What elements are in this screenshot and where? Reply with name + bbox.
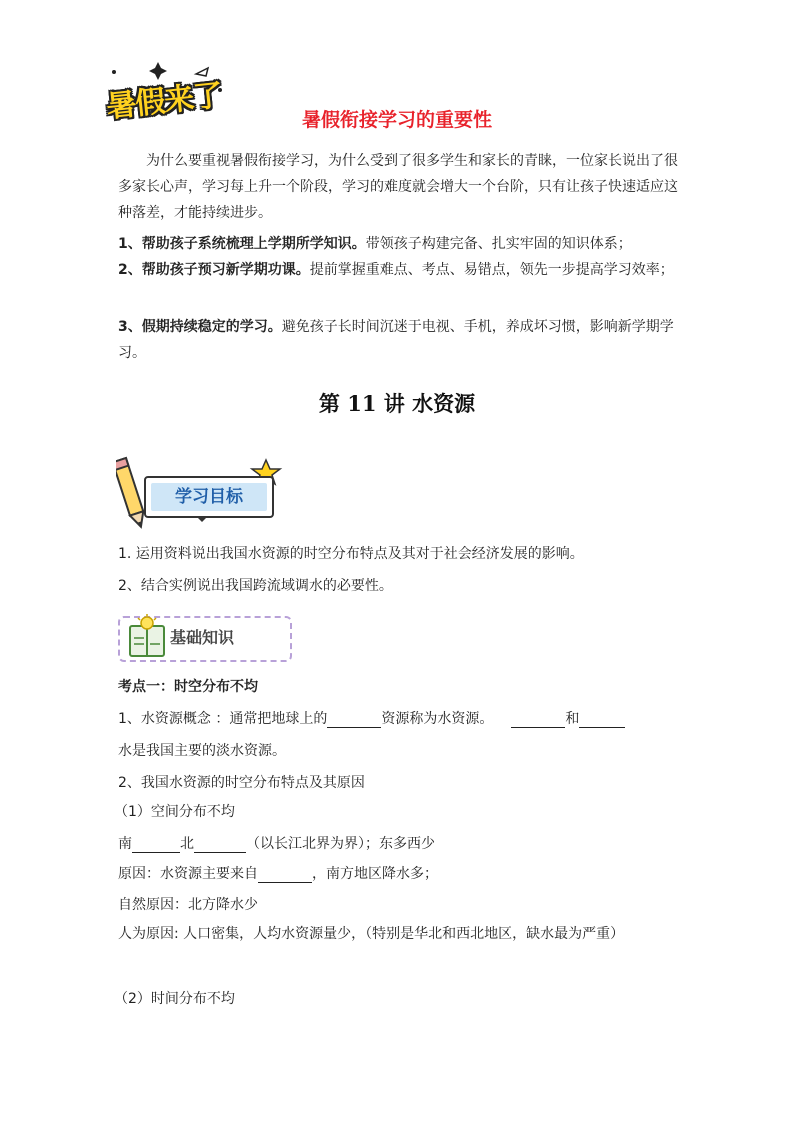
point-text: 提前掌握重难点、考点、易错点，领先一步提高学习效率； [309, 262, 674, 278]
lecture-title: 第 11 讲 水资源 [318, 391, 476, 416]
basic-knowledge-badge [118, 612, 296, 662]
text-line: （1）空间分布不均 [114, 804, 235, 820]
text-line: 水是我国主要的淡水资源。 [118, 743, 286, 759]
fill-blank [579, 711, 625, 728]
point-heading: 1、帮助孩子系统梳理上学期所学知识。 [118, 236, 366, 252]
learning-goals-badge [116, 456, 284, 532]
badge-label: 学习目标 [175, 487, 243, 507]
book-bulb-icon [124, 614, 174, 664]
point-heading: 3、假期持续稳定的学习。 [118, 319, 282, 335]
text-line: （2）时间分布不均 [114, 991, 235, 1007]
text-line [118, 863, 678, 883]
intro-paragraph: 为什么要重视暑假衔接学习，为什么受到了很多学生和家长的青睐，一位家长说出了很多家长心声，学习每上升一个阶段，学习的难度就会增大一个台阶，只有让孩子快速适应这种落差，才能持续进步。 [118, 153, 678, 221]
fill-blank [258, 866, 312, 883]
page-title-text: 暑假衔接学习的重要性 [301, 109, 492, 131]
fill-blank [132, 836, 180, 853]
text-segment: 资源称为水资源。 [381, 711, 494, 727]
point-item [118, 314, 678, 366]
text-segment: 北 [180, 836, 194, 852]
badge-label: 基础知识 [170, 628, 235, 647]
text-line: 人为原因: 人口密集，人均水资源量少，（特别是华北和西北地区，缺水最为严重） [118, 926, 625, 942]
text-segment: 1、水资源概念 ：通常把地球上的 [118, 711, 328, 727]
page-title [0, 105, 794, 132]
point-title: 考点一：时空分布不均 [118, 679, 258, 695]
point-item [118, 231, 678, 257]
text-line [118, 708, 678, 728]
goal-item: 1. 运用资料说出我国水资源的时空分布特点及其对于社会经济发展的影响。 [118, 546, 584, 562]
badge-frame [144, 476, 274, 518]
text-segment: 南 [118, 836, 132, 852]
text-segment: ，南方地区降水多； [312, 866, 438, 882]
text-segment: 和 [565, 711, 580, 727]
text-line [118, 833, 678, 853]
point-item [118, 257, 678, 283]
fill-blank [194, 836, 246, 853]
fill-blank [511, 711, 565, 728]
fill-blank [327, 711, 381, 728]
text-segment: （以长江北界为界）；东多西少 [246, 836, 435, 852]
point-text: 避免孩子长时间沉迷于电视、手机，养成坏习惯，影响新学期学习。 [118, 319, 674, 361]
point-heading: 2、帮助孩子预习新学期功课。 [118, 262, 310, 278]
logo-text: 暑假来了 [104, 78, 224, 125]
point-text: 带领孩子构建完备、扎实牢固的知识体系； [365, 236, 632, 252]
goal-item: 2、结合实例说出我国跨流域调水的必要性。 [118, 578, 393, 594]
text-line: 自然原因：北方降水少 [118, 897, 258, 913]
text-line: 2、我国水资源的时空分布特点及其原因 [118, 775, 365, 791]
text-segment: 原因：水资源主要来自 [118, 866, 258, 882]
